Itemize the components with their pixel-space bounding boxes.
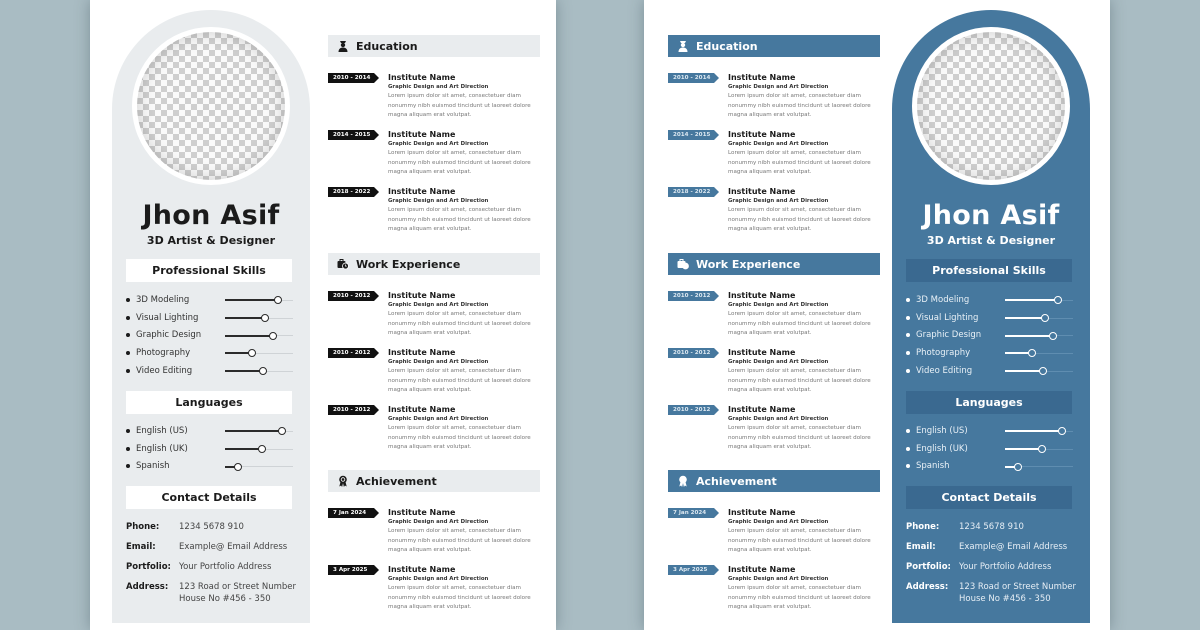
skill-level-slider bbox=[225, 353, 293, 354]
skill-level-slider bbox=[225, 371, 293, 372]
date-tag: 2010 - 2014 bbox=[328, 73, 374, 83]
entry-subtitle: Graphic Design and Art Direction bbox=[388, 416, 489, 422]
graduate-icon bbox=[337, 40, 349, 52]
skills-list bbox=[906, 291, 1074, 379]
entry-subtitle: Graphic Design and Art Direction bbox=[388, 198, 489, 204]
language-label: Spanish bbox=[916, 461, 950, 472]
slider-knob-icon bbox=[274, 296, 282, 304]
entry-subtitle: Graphic Design and Art Direction bbox=[728, 198, 829, 204]
bullet-icon bbox=[906, 298, 910, 302]
date-tag: 2014 - 2015 bbox=[328, 130, 374, 140]
briefcase-clock-icon bbox=[677, 258, 689, 270]
contact-row bbox=[906, 541, 1082, 553]
date-tag: 3 Apr 2025 bbox=[668, 565, 714, 575]
slider-knob-icon bbox=[269, 332, 277, 340]
person-role: 3D Artist & Designer bbox=[146, 234, 276, 247]
timeline-entry bbox=[668, 186, 880, 240]
skill-label: Visual Lighting bbox=[916, 312, 979, 323]
contact-value: Example@ Email Address bbox=[179, 542, 288, 552]
skill-level-slider bbox=[1005, 300, 1073, 301]
skills-heading: Professional Skills bbox=[126, 259, 292, 282]
entry-title: Institute Name bbox=[388, 565, 456, 574]
skill-item bbox=[906, 362, 1074, 380]
contact-row bbox=[906, 521, 1082, 533]
date-tag: 7 Jan 2024 bbox=[328, 508, 374, 518]
skill-label: Photography bbox=[136, 347, 191, 358]
slider-knob-icon bbox=[234, 463, 242, 471]
contact-label: Phone: bbox=[906, 522, 940, 532]
slider-knob-icon bbox=[1049, 332, 1057, 340]
profile-sidebar bbox=[112, 10, 310, 623]
slider-knob-icon bbox=[258, 445, 266, 453]
language-item bbox=[906, 422, 1074, 440]
contact-label: Address: bbox=[126, 582, 169, 592]
entry-title: Institute Name bbox=[728, 130, 796, 139]
date-tag: 3 Apr 2025 bbox=[328, 565, 374, 575]
skills-list bbox=[126, 291, 294, 379]
slider-knob-icon bbox=[261, 314, 269, 322]
slider-knob-icon bbox=[1041, 314, 1049, 322]
languages-list bbox=[126, 422, 294, 475]
date-tag: 2014 - 2015 bbox=[668, 130, 714, 140]
slider-knob-icon bbox=[248, 349, 256, 357]
timeline-entry bbox=[328, 72, 540, 126]
language-item bbox=[126, 422, 294, 440]
contact-label: Email: bbox=[126, 542, 156, 552]
entry-title: Institute Name bbox=[728, 405, 796, 414]
date-tag: 2010 - 2012 bbox=[328, 348, 374, 358]
language-label: English (UK) bbox=[136, 443, 188, 454]
contact-value: 123 Road or Street Number House No #456 - 350 bbox=[959, 582, 1077, 604]
bullet-icon bbox=[126, 429, 130, 433]
bullet-icon bbox=[126, 333, 130, 337]
graduate-icon bbox=[677, 40, 689, 52]
language-level-slider bbox=[225, 466, 293, 467]
contact-label: Portfolio: bbox=[906, 562, 951, 572]
contact-label: Portfolio: bbox=[126, 562, 171, 572]
entry-subtitle: Graphic Design and Art Direction bbox=[728, 576, 829, 582]
timeline-entry bbox=[668, 72, 880, 126]
contact-row bbox=[126, 541, 302, 553]
timeline-entry bbox=[328, 347, 540, 401]
resume-page-blue bbox=[644, 0, 1110, 630]
entry-description: Lorem ipsum dolor sit amet, consectetuer diam nonummy nibh euismod tincidunt ut laoreet dolore magna aliquam erat volutpat. bbox=[728, 150, 871, 175]
profile-photo-placeholder bbox=[912, 27, 1070, 185]
date-tag: 2010 - 2012 bbox=[668, 291, 714, 301]
entry-subtitle: Graphic Design and Art Direction bbox=[728, 302, 829, 308]
bullet-icon bbox=[126, 298, 130, 302]
entry-title: Institute Name bbox=[388, 187, 456, 196]
skill-level-slider bbox=[225, 300, 293, 301]
date-tag: 2018 - 2022 bbox=[328, 187, 374, 197]
slider-knob-icon bbox=[1039, 367, 1047, 375]
entry-subtitle: Graphic Design and Art Direction bbox=[728, 84, 829, 90]
language-item bbox=[126, 457, 294, 475]
entry-description: Lorem ipsum dolor sit amet, consectetuer diam nonummy nibh euismod tincidunt ut laoreet dolore magna aliquam erat volutpat. bbox=[728, 207, 871, 232]
language-item bbox=[126, 440, 294, 458]
skill-item bbox=[906, 344, 1074, 362]
language-level-slider bbox=[1005, 449, 1073, 450]
contact-label: Phone: bbox=[126, 522, 160, 532]
profile-sidebar bbox=[892, 10, 1090, 623]
slider-knob-icon bbox=[259, 367, 267, 375]
skill-level-slider bbox=[225, 335, 293, 336]
section-title: Achievement bbox=[696, 474, 777, 488]
languages-heading: Languages bbox=[906, 391, 1072, 414]
slider-knob-icon bbox=[278, 427, 286, 435]
entry-description: Lorem ipsum dolor sit amet, consectetuer diam nonummy nibh euismod tincidunt ut laoreet dolore magna aliquam erat volutpat. bbox=[388, 368, 531, 393]
bullet-icon bbox=[906, 316, 910, 320]
award-ribbon-icon bbox=[337, 475, 349, 487]
languages-heading: Languages bbox=[126, 391, 292, 414]
bullet-icon bbox=[126, 447, 130, 451]
timeline-entry bbox=[668, 290, 880, 344]
section-title: Education bbox=[696, 39, 758, 53]
bullet-icon bbox=[906, 429, 910, 433]
entry-title: Institute Name bbox=[388, 291, 456, 300]
language-label: English (US) bbox=[136, 425, 188, 436]
entry-description: Lorem ipsum dolor sit amet, consectetuer diam nonummy nibh euismod tincidunt ut laoreet dolore magna aliquam erat volutpat. bbox=[728, 425, 871, 450]
contact-value: Your Portfolio Address bbox=[959, 562, 1052, 572]
skill-label: Photography bbox=[916, 347, 971, 358]
skill-item bbox=[906, 309, 1074, 327]
section-heading-achievement bbox=[328, 470, 540, 492]
skill-label: 3D Modeling bbox=[916, 294, 970, 305]
bullet-icon bbox=[906, 333, 910, 337]
skill-level-slider bbox=[1005, 318, 1073, 319]
skill-item bbox=[126, 291, 294, 309]
bullet-icon bbox=[126, 316, 130, 320]
contact-row bbox=[126, 581, 302, 605]
profile-photo-placeholder bbox=[132, 27, 290, 185]
entry-title: Institute Name bbox=[388, 508, 456, 517]
timeline-entry bbox=[328, 129, 540, 183]
timeline-entry bbox=[328, 186, 540, 240]
entry-title: Institute Name bbox=[388, 73, 456, 82]
section-heading-achievement bbox=[668, 470, 880, 492]
section-title: Achievement bbox=[356, 474, 437, 488]
skill-label: Video Editing bbox=[916, 365, 973, 376]
bullet-icon bbox=[906, 369, 910, 373]
timeline-entry bbox=[668, 564, 880, 618]
timeline-entry bbox=[668, 347, 880, 401]
date-tag: 7 Jan 2024 bbox=[668, 508, 714, 518]
skill-item bbox=[906, 291, 1074, 309]
entry-title: Institute Name bbox=[728, 348, 796, 357]
slider-knob-icon bbox=[1058, 427, 1066, 435]
languages-list bbox=[906, 422, 1074, 475]
section-heading-work bbox=[328, 253, 540, 275]
contact-details bbox=[906, 521, 1082, 613]
date-tag: 2010 - 2012 bbox=[668, 348, 714, 358]
skill-label: Visual Lighting bbox=[136, 312, 199, 323]
briefcase-clock-icon bbox=[337, 258, 349, 270]
entry-description: Lorem ipsum dolor sit amet, consectetuer diam nonummy nibh euismod tincidunt ut laoreet dolore magna aliquam erat volutpat. bbox=[388, 528, 531, 553]
entry-subtitle: Graphic Design and Art Direction bbox=[388, 302, 489, 308]
contact-row bbox=[906, 581, 1082, 605]
entry-description: Lorem ipsum dolor sit amet, consectetuer diam nonummy nibh euismod tincidunt ut laoreet dolore magna aliquam erat volutpat. bbox=[388, 311, 531, 336]
language-item bbox=[906, 440, 1074, 458]
section-title: Education bbox=[356, 39, 418, 53]
skill-level-slider bbox=[1005, 371, 1073, 372]
language-label: English (UK) bbox=[916, 443, 968, 454]
entry-title: Institute Name bbox=[388, 405, 456, 414]
entry-description: Lorem ipsum dolor sit amet, consectetuer diam nonummy nibh euismod tincidunt ut laoreet dolore magna aliquam erat volutpat. bbox=[388, 150, 531, 175]
date-tag: 2010 - 2012 bbox=[328, 291, 374, 301]
entry-subtitle: Graphic Design and Art Direction bbox=[728, 416, 829, 422]
contact-heading: Contact Details bbox=[126, 486, 292, 509]
skill-item bbox=[126, 362, 294, 380]
entry-title: Institute Name bbox=[728, 291, 796, 300]
entry-title: Institute Name bbox=[728, 187, 796, 196]
resume-page-gray bbox=[90, 0, 556, 630]
entry-subtitle: Graphic Design and Art Direction bbox=[388, 519, 489, 525]
timeline-entry bbox=[328, 507, 540, 561]
language-label: English (US) bbox=[916, 425, 968, 436]
skill-label: Graphic Design bbox=[136, 330, 202, 341]
entry-description: Lorem ipsum dolor sit amet, consectetuer diam nonummy nibh euismod tincidunt ut laoreet dolore magna aliquam erat volutpat. bbox=[388, 93, 531, 118]
contact-value: 123 Road or Street Number House No #456 - 350 bbox=[179, 582, 297, 604]
entry-subtitle: Graphic Design and Art Direction bbox=[388, 576, 489, 582]
person-role: 3D Artist & Designer bbox=[926, 234, 1056, 247]
section-heading-education bbox=[328, 35, 540, 57]
timeline-entry bbox=[668, 404, 880, 458]
entry-description: Lorem ipsum dolor sit amet, consectetuer diam nonummy nibh euismod tincidunt ut laoreet dolore magna aliquam erat volutpat. bbox=[728, 528, 871, 553]
person-name: Jhon Asif bbox=[142, 200, 280, 231]
timeline-entry bbox=[668, 507, 880, 561]
contact-label: Email: bbox=[906, 542, 936, 552]
entry-title: Institute Name bbox=[388, 348, 456, 357]
skill-item bbox=[126, 344, 294, 362]
slider-knob-icon bbox=[1054, 296, 1062, 304]
timeline-entry bbox=[328, 404, 540, 458]
skill-label: Video Editing bbox=[136, 365, 193, 376]
contact-row bbox=[906, 561, 1082, 573]
language-level-slider bbox=[225, 431, 293, 432]
skill-level-slider bbox=[1005, 335, 1073, 336]
skills-heading: Professional Skills bbox=[906, 259, 1072, 282]
contact-value: Example@ Email Address bbox=[959, 542, 1068, 552]
bullet-icon bbox=[126, 464, 130, 468]
entry-title: Institute Name bbox=[388, 130, 456, 139]
bullet-icon bbox=[906, 351, 910, 355]
award-ribbon-icon bbox=[677, 475, 689, 487]
language-level-slider bbox=[225, 449, 293, 450]
language-level-slider bbox=[1005, 431, 1073, 432]
skill-level-slider bbox=[225, 318, 293, 319]
person-name: Jhon Asif bbox=[922, 200, 1060, 231]
contact-value: 1234 5678 910 bbox=[959, 522, 1024, 532]
contact-details bbox=[126, 521, 302, 613]
date-tag: 2010 - 2012 bbox=[328, 405, 374, 415]
skill-label: 3D Modeling bbox=[136, 294, 190, 305]
skill-item bbox=[126, 309, 294, 327]
entry-subtitle: Graphic Design and Art Direction bbox=[728, 519, 829, 525]
contact-row bbox=[126, 561, 302, 573]
entry-description: Lorem ipsum dolor sit amet, consectetuer diam nonummy nibh euismod tincidunt ut laoreet dolore magna aliquam erat volutpat. bbox=[728, 311, 871, 336]
entry-description: Lorem ipsum dolor sit amet, consectetuer diam nonummy nibh euismod tincidunt ut laoreet dolore magna aliquam erat volutpat. bbox=[728, 368, 871, 393]
language-item bbox=[906, 457, 1074, 475]
section-heading-work bbox=[668, 253, 880, 275]
entry-subtitle: Graphic Design and Art Direction bbox=[728, 141, 829, 147]
skill-item bbox=[906, 326, 1074, 344]
date-tag: 2010 - 2014 bbox=[668, 73, 714, 83]
slider-knob-icon bbox=[1038, 445, 1046, 453]
entry-description: Lorem ipsum dolor sit amet, consectetuer diam nonummy nibh euismod tincidunt ut laoreet dolore magna aliquam erat volutpat. bbox=[388, 585, 531, 610]
bullet-icon bbox=[906, 447, 910, 451]
contact-value: 1234 5678 910 bbox=[179, 522, 244, 532]
section-heading-education bbox=[668, 35, 880, 57]
contact-row bbox=[126, 521, 302, 533]
entry-description: Lorem ipsum dolor sit amet, consectetuer diam nonummy nibh euismod tincidunt ut laoreet dolore magna aliquam erat volutpat. bbox=[728, 585, 871, 610]
bullet-icon bbox=[906, 464, 910, 468]
section-title: Work Experience bbox=[356, 257, 461, 271]
slider-knob-icon bbox=[1014, 463, 1022, 471]
timeline-entry bbox=[328, 564, 540, 618]
date-tag: 2018 - 2022 bbox=[668, 187, 714, 197]
section-title: Work Experience bbox=[696, 257, 801, 271]
entry-subtitle: Graphic Design and Art Direction bbox=[388, 84, 489, 90]
entry-description: Lorem ipsum dolor sit amet, consectetuer diam nonummy nibh euismod tincidunt ut laoreet dolore magna aliquam erat volutpat. bbox=[388, 207, 531, 232]
entry-title: Institute Name bbox=[728, 73, 796, 82]
entry-subtitle: Graphic Design and Art Direction bbox=[388, 359, 489, 365]
entry-subtitle: Graphic Design and Art Direction bbox=[728, 359, 829, 365]
skill-level-slider bbox=[1005, 353, 1073, 354]
slider-knob-icon bbox=[1028, 349, 1036, 357]
contact-heading: Contact Details bbox=[906, 486, 1072, 509]
date-tag: 2010 - 2012 bbox=[668, 405, 714, 415]
entry-title: Institute Name bbox=[728, 508, 796, 517]
language-label: Spanish bbox=[136, 461, 170, 472]
skill-item bbox=[126, 326, 294, 344]
bullet-icon bbox=[126, 369, 130, 373]
timeline-entry bbox=[328, 290, 540, 344]
entry-description: Lorem ipsum dolor sit amet, consectetuer diam nonummy nibh euismod tincidunt ut laoreet dolore magna aliquam erat volutpat. bbox=[388, 425, 531, 450]
skill-label: Graphic Design bbox=[916, 330, 982, 341]
contact-label: Address: bbox=[906, 582, 949, 592]
entry-subtitle: Graphic Design and Art Direction bbox=[388, 141, 489, 147]
language-level-slider bbox=[1005, 466, 1073, 467]
entry-title: Institute Name bbox=[728, 565, 796, 574]
contact-value: Your Portfolio Address bbox=[179, 562, 272, 572]
timeline-entry bbox=[668, 129, 880, 183]
entry-description: Lorem ipsum dolor sit amet, consectetuer diam nonummy nibh euismod tincidunt ut laoreet dolore magna aliquam erat volutpat. bbox=[728, 93, 871, 118]
bullet-icon bbox=[126, 351, 130, 355]
